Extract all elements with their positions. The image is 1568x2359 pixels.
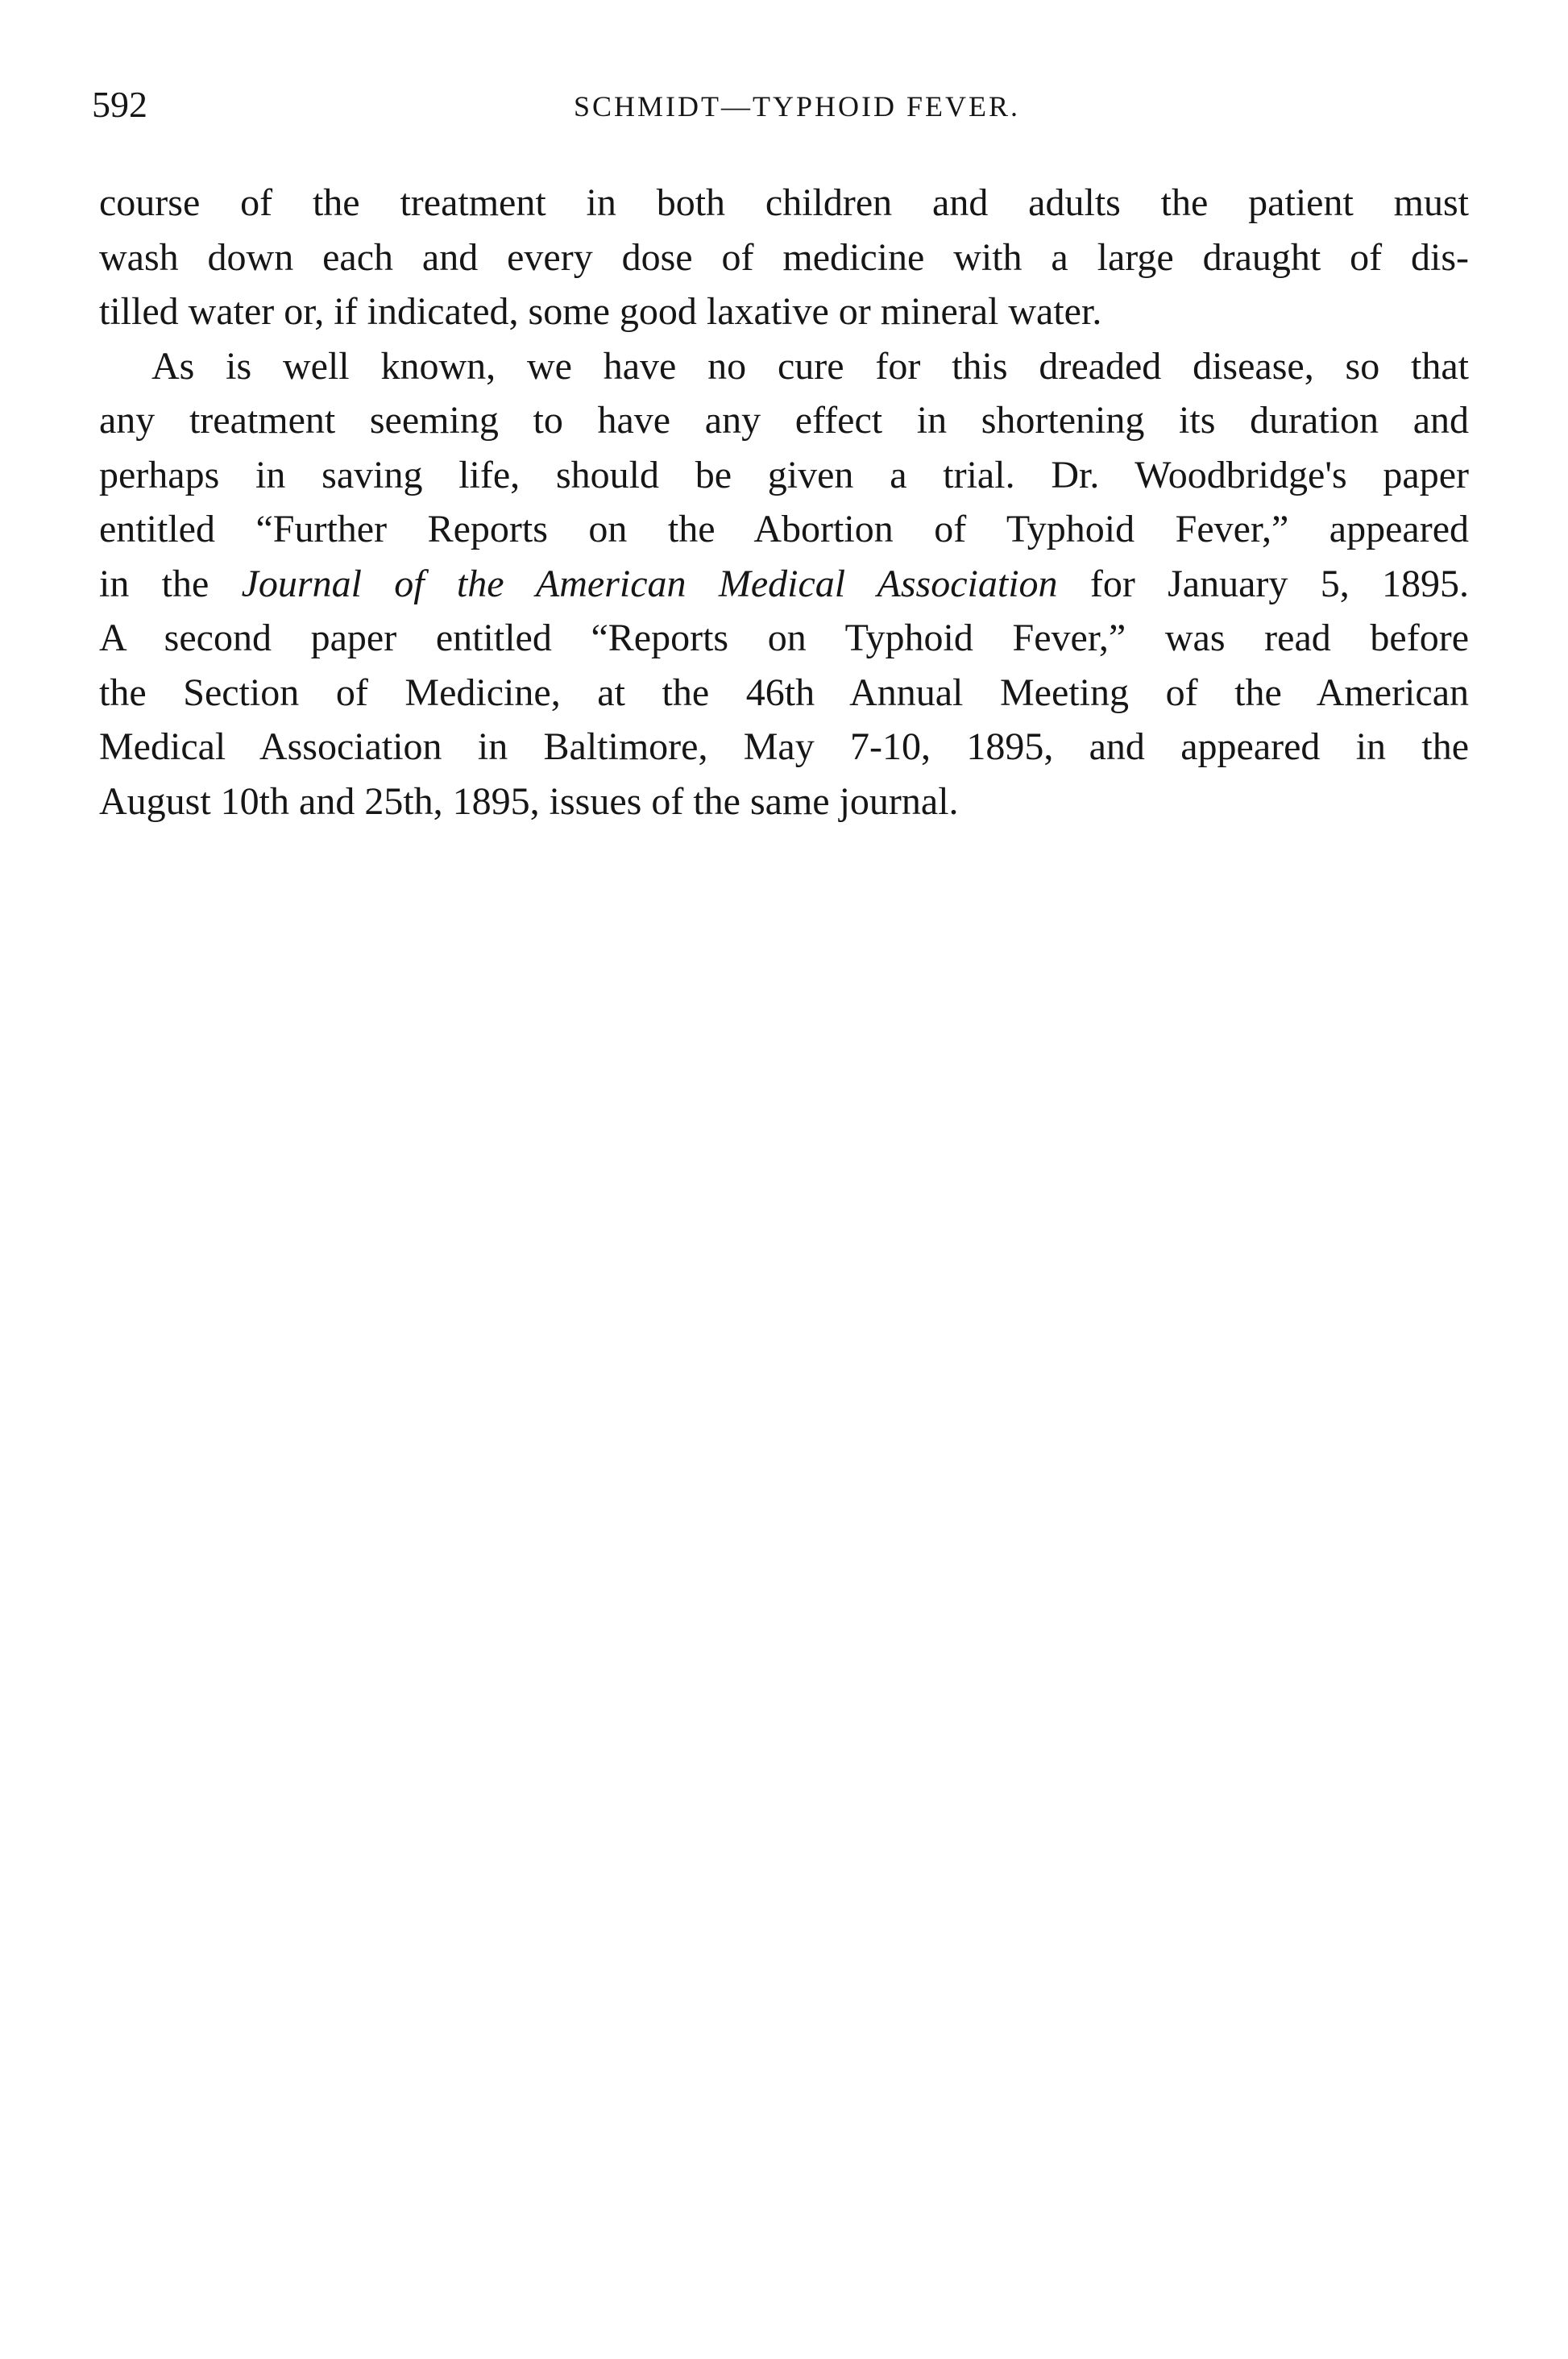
- running-title: SCHMIDT—TYPHOID FEVER.: [573, 90, 1021, 123]
- text-line: A second paper entitled “Reports on Typhoid Fever,” was read before: [99, 617, 1469, 659]
- line-text-before: in the: [99, 562, 242, 605]
- text-line: tilled water or, if indicated, some good laxative or mineral water.: [99, 290, 1102, 333]
- text-line: course of the treatment in both children and adults the patient must: [99, 181, 1469, 224]
- text-line: wash down each and every dose of medicine with a large draught of dis-: [99, 235, 1469, 279]
- running-header: [92, 81, 1478, 129]
- body-text: [99, 176, 1469, 829]
- text-line: any treatment seeming to have any effect in shortening its duration and: [99, 399, 1469, 442]
- journal-title: Journal of the American Medical Association: [241, 562, 1058, 605]
- line-text-after: for January 5, 1895.: [1057, 562, 1469, 605]
- text-line: As is well known, we have no cure for this dreaded disease, so that: [151, 344, 1469, 388]
- text-line: Medical Association in Baltimore, May 7-10, 1895, and appeared in the: [99, 725, 1469, 768]
- text-line: entitled “Further Reports on the Abortion of Typhoid Fever,” appeared: [99, 508, 1469, 550]
- text-line: perhaps in saving life, should be given a trial. Dr. Woodbridge's paper: [99, 453, 1469, 496]
- paragraph-2: [99, 339, 1469, 829]
- text-line-final: August 10th and 25th, 1895, issues of the same journal.: [99, 779, 959, 823]
- text-line-journal-citation: [99, 557, 1469, 612]
- page-number: 592: [92, 84, 147, 125]
- paragraph-1: [99, 176, 1469, 339]
- text-line: the Section of Medicine, at the 46th Annual Meeting of the American: [99, 671, 1469, 714]
